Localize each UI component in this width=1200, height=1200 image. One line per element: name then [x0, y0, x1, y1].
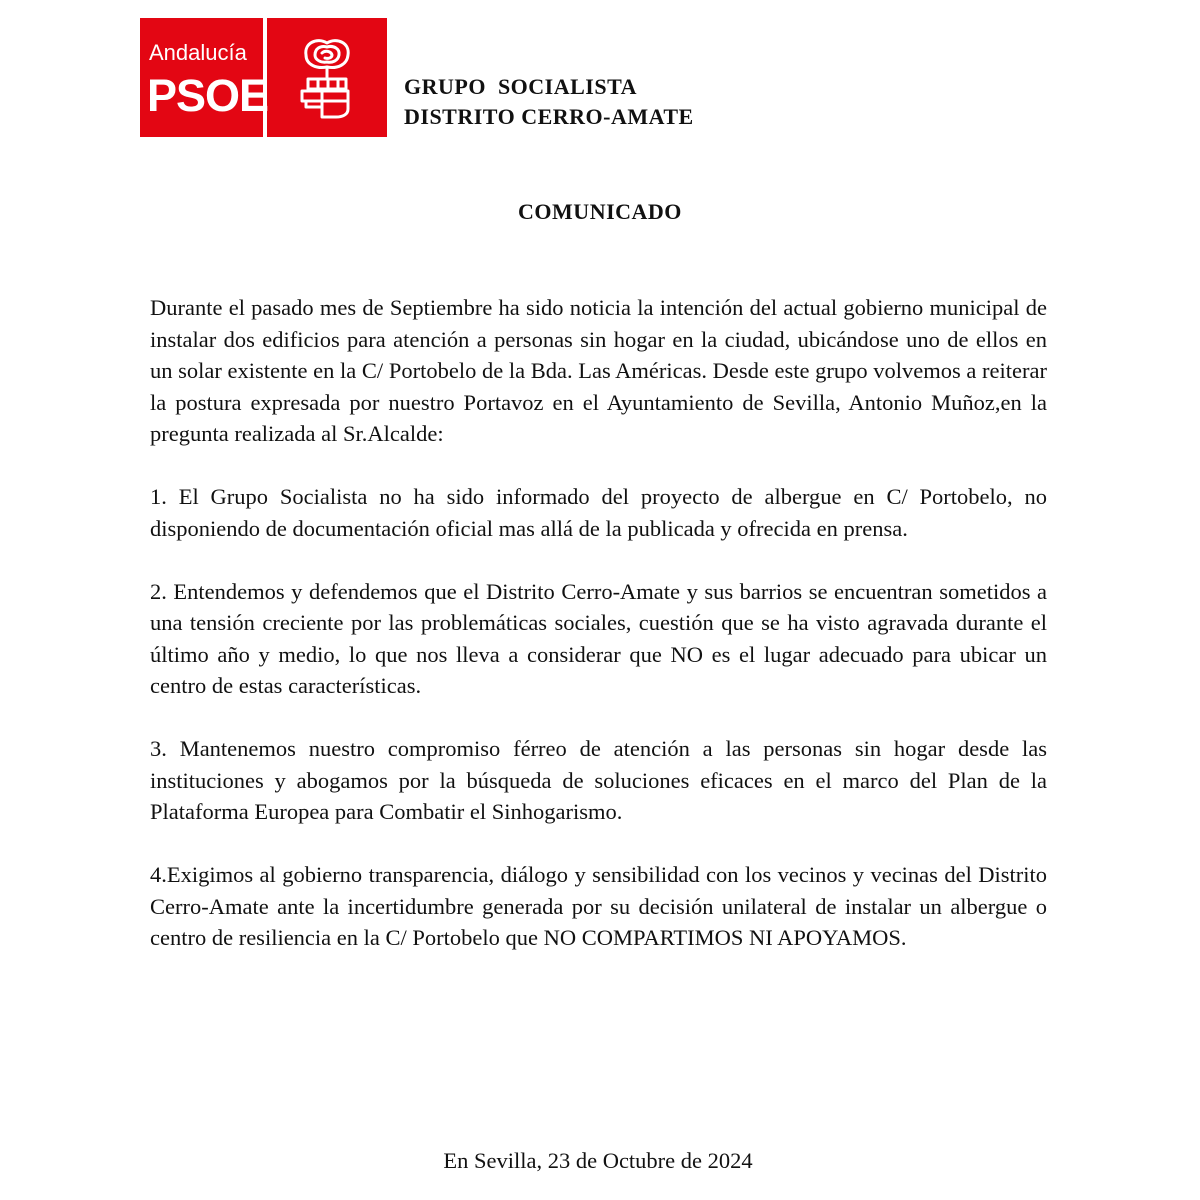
point-1: 1. El Grupo Socialista no ha sido informado del proyecto de albergue en C/ Portobelo, no disponiendo de documentación oficial mas allá de la publicada y ofrecida en prensa.: [150, 484, 1047, 541]
group-heading: [404, 72, 694, 132]
document-title: COMUNICADO: [518, 199, 682, 224]
logo-party: PSOE: [147, 70, 269, 121]
party-logo: [140, 18, 387, 137]
point-3: 3. Mantenemos nuestro compromiso férreo de atención a las personas sin hogar desde las instituciones y abogamos por la búsqueda de soluciones eficaces en el marco del Plan de la Plataforma Europea para Combatir el Sinhogarismo.: [150, 736, 1047, 824]
point-2: 2. Entendemos y defendemos que el Distrito Cerro-Amate y sus barrios se encuentran sometidos a una tensión creciente por las problemáticas sociales, cuestión que se ha visto agravada durante el último año y medio, lo que nos lleva a considerar que NO es el lugar adecuado para ubicar un centro de estas características.: [150, 578, 1047, 698]
intro-paragraph: Durante el pasado mes de Septiembre ha sido noticia la intención del actual gobierno municipal de instalar dos edificios para atención a personas sin hogar en la ciudad, ubicándose uno de ellos en un solar existente en la C/ Portobelo de la Bda. Las Américas. Desde este grupo volvemos a reiterar la postura expresada por nuestro Portavoz en el Ayuntamiento de Sevilla, Antonio Muñoz,en la pregunta realizada al Sr.Alcalde:: [150, 295, 1047, 446]
district-name: DISTRITO CERRO-AMATE: [404, 104, 694, 129]
date-signature: En Sevilla, 23 de Octubre de 2024: [443, 1148, 753, 1173]
logo-text-block: [140, 18, 269, 137]
document-body: [150, 292, 1047, 985]
point-4: 4.Exigimos al gobierno transparencia, diálogo y sensibilidad con los vecinos y vecinas del Distrito Cerro-Amate ante la incertidumbre generada por su decisión unilateral de instalar un albergue o centro de resiliencia en la C/ Portobelo que NO COMPARTIMOS NI APOYAMOS.: [150, 862, 1047, 950]
logo-emblem: [267, 18, 387, 137]
rose-fist-icon: [292, 33, 362, 123]
logo-region: Andalucía: [149, 40, 247, 65]
group-name: GRUPO SOCIALISTA: [404, 74, 638, 99]
